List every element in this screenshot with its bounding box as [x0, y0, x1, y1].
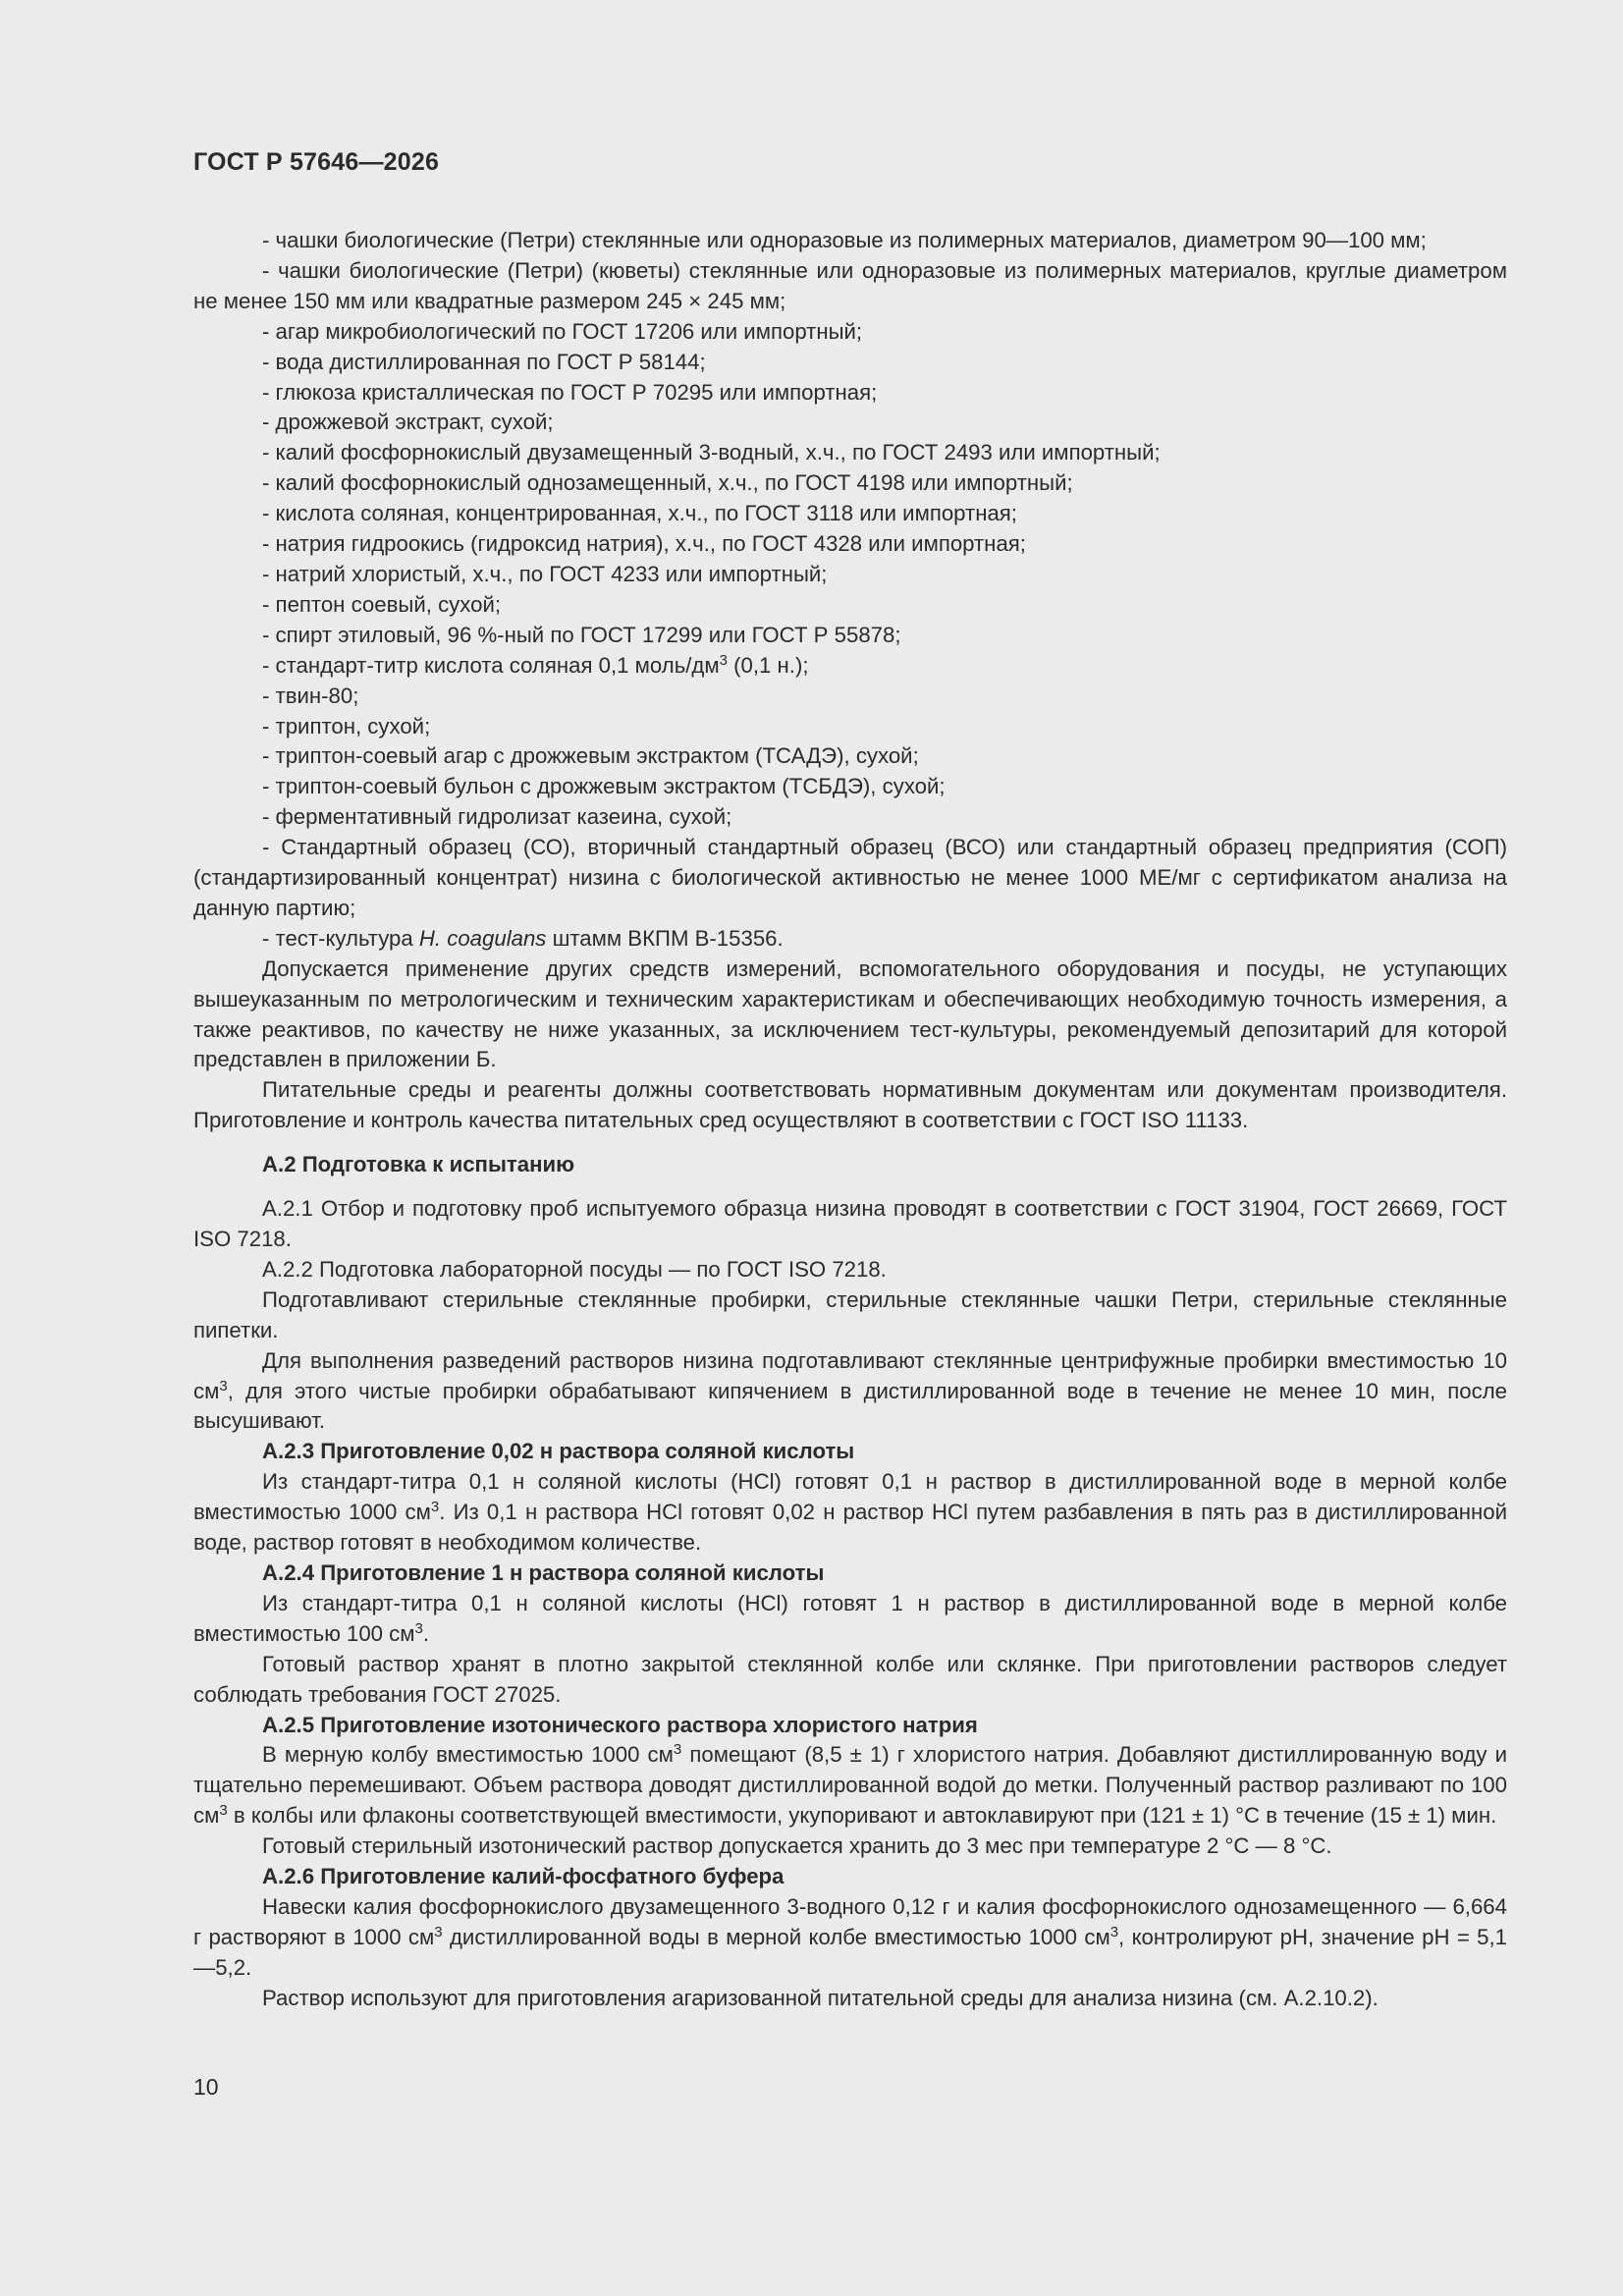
list-item: - калий фосфорнокислый однозамещенный, х.ч., по ГОСТ 4198 или импортный; — [262, 470, 1073, 496]
list-item: - агар микробиологический по ГОСТ 17206 или импортный; — [262, 318, 863, 344]
list-item: - кислота соляная, концентрированная, х.ч., по ГОСТ 3118 или импортная; — [262, 501, 1017, 526]
section-heading-a26: А.2.6 Приготовление калий-фосфатного буфера — [262, 1864, 784, 1889]
list-item: - дрожжевой экстракт, сухой; — [262, 410, 554, 435]
list-item: - Стандартный образец (СО), вторичный стандартный образец (ВСО) или стандартный образец предприятия (СОП) (стандартизированный концентрат) низина с биологической активностью не менее 1000 МЕ/мг с сертификатом анализа на данную партию; — [193, 835, 1507, 920]
page-number: 10 — [193, 2074, 219, 2100]
list-item: - стандарт-титр кислота соляная 0,1 моль/$дм^3$ (0,1 н.); — [262, 651, 809, 678]
section-heading-a2: А.2 Подготовка к испытанию — [262, 1152, 575, 1177]
document-code-header: ГОСТ Р 57646—2026 — [193, 148, 440, 176]
list-item: - пептон соевый, сухой; — [262, 591, 502, 617]
paragraph: Из стандарт-титра 0,1 н соляной кислоты (HCl) готовят 1 н раствор в дистиллированной воде в мерной колбе вместимостью 100 $см^3$. — [193, 1590, 1507, 1646]
list-item: - калий фосфорнокислый двузамещенный 3-водный, х.ч., по ГОСТ 2493 или импортный; — [262, 440, 1161, 465]
list-item: - чашки биологические (Петри) (кюветы) стеклянные или одноразовые из полимерных материалов, круглые диаметром не менее 150 мм или квадратные размером 245 × 245 мм; — [193, 257, 1507, 313]
list-item: - твин-80; — [262, 683, 359, 708]
list-item: - чашки биологические (Петри) стеклянные или одноразовые из полимерных материалов, диаметром 90—100 мм; — [262, 228, 1427, 252]
list-item: - спирт этиловый, 96 %-ный по ГОСТ 17299 или ГОСТ Р 55878; — [262, 622, 901, 647]
list-item: - триптон, сухой; — [262, 713, 431, 738]
list-item: - натрия гидроокись (гидроксид натрия), х.ч., по ГОСТ 4328 или импортная; — [262, 531, 1026, 557]
section-heading-a23: А.2.3 Приготовление 0,02 н раствора соляной кислоты — [262, 1439, 855, 1464]
document-body — [193, 226, 1507, 2014]
list-item: - тест-культура H. coagulans штамм ВКПМ В-15356. — [262, 925, 784, 951]
paragraph: В мерную колбу вместимостью 1000 $см^3$ помещают (8,5 ± 1) г хлористого натрия. Добавляют дистиллированную воду и тщательно перемешивают. Объем раствора доводят дистиллированной водой до метки. Полученный раствор разливают по 100 $см^3$ в колбы или флаконы соответствующей вместимости, укупоривают и автоклавируют при (121 ± 1) °С в течение (15 ± 1) мин. — [193, 1741, 1507, 1829]
paragraph: Раствор используют для приготовления агаризованной питательной среды для анализа низина (см. А.2.10.2). — [262, 1985, 1379, 2010]
equipment-list — [193, 226, 1507, 955]
list-item: - вода дистиллированная по ГОСТ Р 58144; — [262, 349, 706, 374]
list-item: - ферментативный гидролизат казеина, сухой; — [262, 804, 732, 830]
list-item: - триптон-соевый бульон с дрожжевым экстрактом (ТСБДЭ), сухой; — [262, 774, 946, 799]
paragraph: А.2.1 Отбор и подготовку проб испытуемого образца низина проводят в соответствии с ГОСТ 31904, ГОСТ 26669, ГОСТ ISO 7218. — [193, 1196, 1507, 1251]
document-page — [193, 0, 1507, 2296]
paragraph: Готовый раствор хранят в плотно закрытой стеклянной колбе или склянке. При приготовлении растворов следует соблюдать требования ГОСТ 27025. — [193, 1651, 1507, 1707]
list-item: - триптон-соевый агар с дрожжевым экстрактом (ТСАДЭ), сухой; — [262, 743, 919, 769]
paragraph: Для выполнения разведений растворов низина подготавливают стеклянные центрифужные пробирки вместимостью 10 $см^3$, для этого чистые пробирки обрабатывают кипячением в дистиллированной воде в течение не менее 10 мин, после высушивают. — [193, 1347, 1507, 1434]
list-item: - глюкоза кристаллическая по ГОСТ Р 70295 или импортная; — [262, 379, 878, 405]
section-heading-a25: А.2.5 Приготовление изотонического раствора хлористого натрия — [262, 1712, 978, 1737]
paragraph: Питательные среды и реагенты должны соответствовать нормативным документам или документам производителя. Приготовление и контроль качества питательных сред осуществляют в соответствии с ГОСТ ISO 11133. — [193, 1077, 1507, 1133]
paragraph: Подготавливают стерильные стеклянные пробирки, стерильные стеклянные чашки Петри, стерильные стеклянные пипетки. — [193, 1286, 1507, 1342]
paragraph: Из стандарт-титра 0,1 н соляной кислоты (HCl) готовят 0,1 н раствор в дистиллированной воде в мерной колбе вместимостью 1000 $см^3$. Из 0,1 н раствора HCl готовят 0,02 н раствор HCl путем разбавления в пять раз в дистиллированной воде, раствор готовят в необходимом количестве. — [193, 1469, 1507, 1556]
paragraph: Навески калия фосфорнокислого двузамещенного 3-водного 0,12 г и калия фосфорнокислого однозамещенного — 6,664 г растворяют в 1000 $см^3$ дистиллированной воды в мерной колбе вместимостью 1000 $см^3$, контролируют pH, значение pH = 5,1—5,2. — [193, 1893, 1507, 1980]
paragraph: Готовый стерильный изотонический раствор допускается хранить до 3 мес при температуре 2 °С — 8 °С. — [262, 1833, 1332, 1859]
paragraph: А.2.2 Подготовка лабораторной посуды — по ГОСТ ISO 7218. — [262, 1256, 887, 1282]
list-item: - натрий хлористый, х.ч., по ГОСТ 4233 или импортный; — [262, 561, 828, 586]
section-heading-a24: А.2.4 Приготовление 1 н раствора соляной кислоты — [262, 1559, 825, 1585]
paragraph: Допускается применение других средств измерений, вспомогательного оборудования и посуды, не уступающих вышеуказанным по метрологическим и техническим характеристикам и обеспечивающих необходимую точность измерения, а также реактивов, по качеству не ниже указанных, за исключением тест-культуры, рекомендуемый депозитарий для которой представлен в приложении Б. — [193, 956, 1507, 1072]
